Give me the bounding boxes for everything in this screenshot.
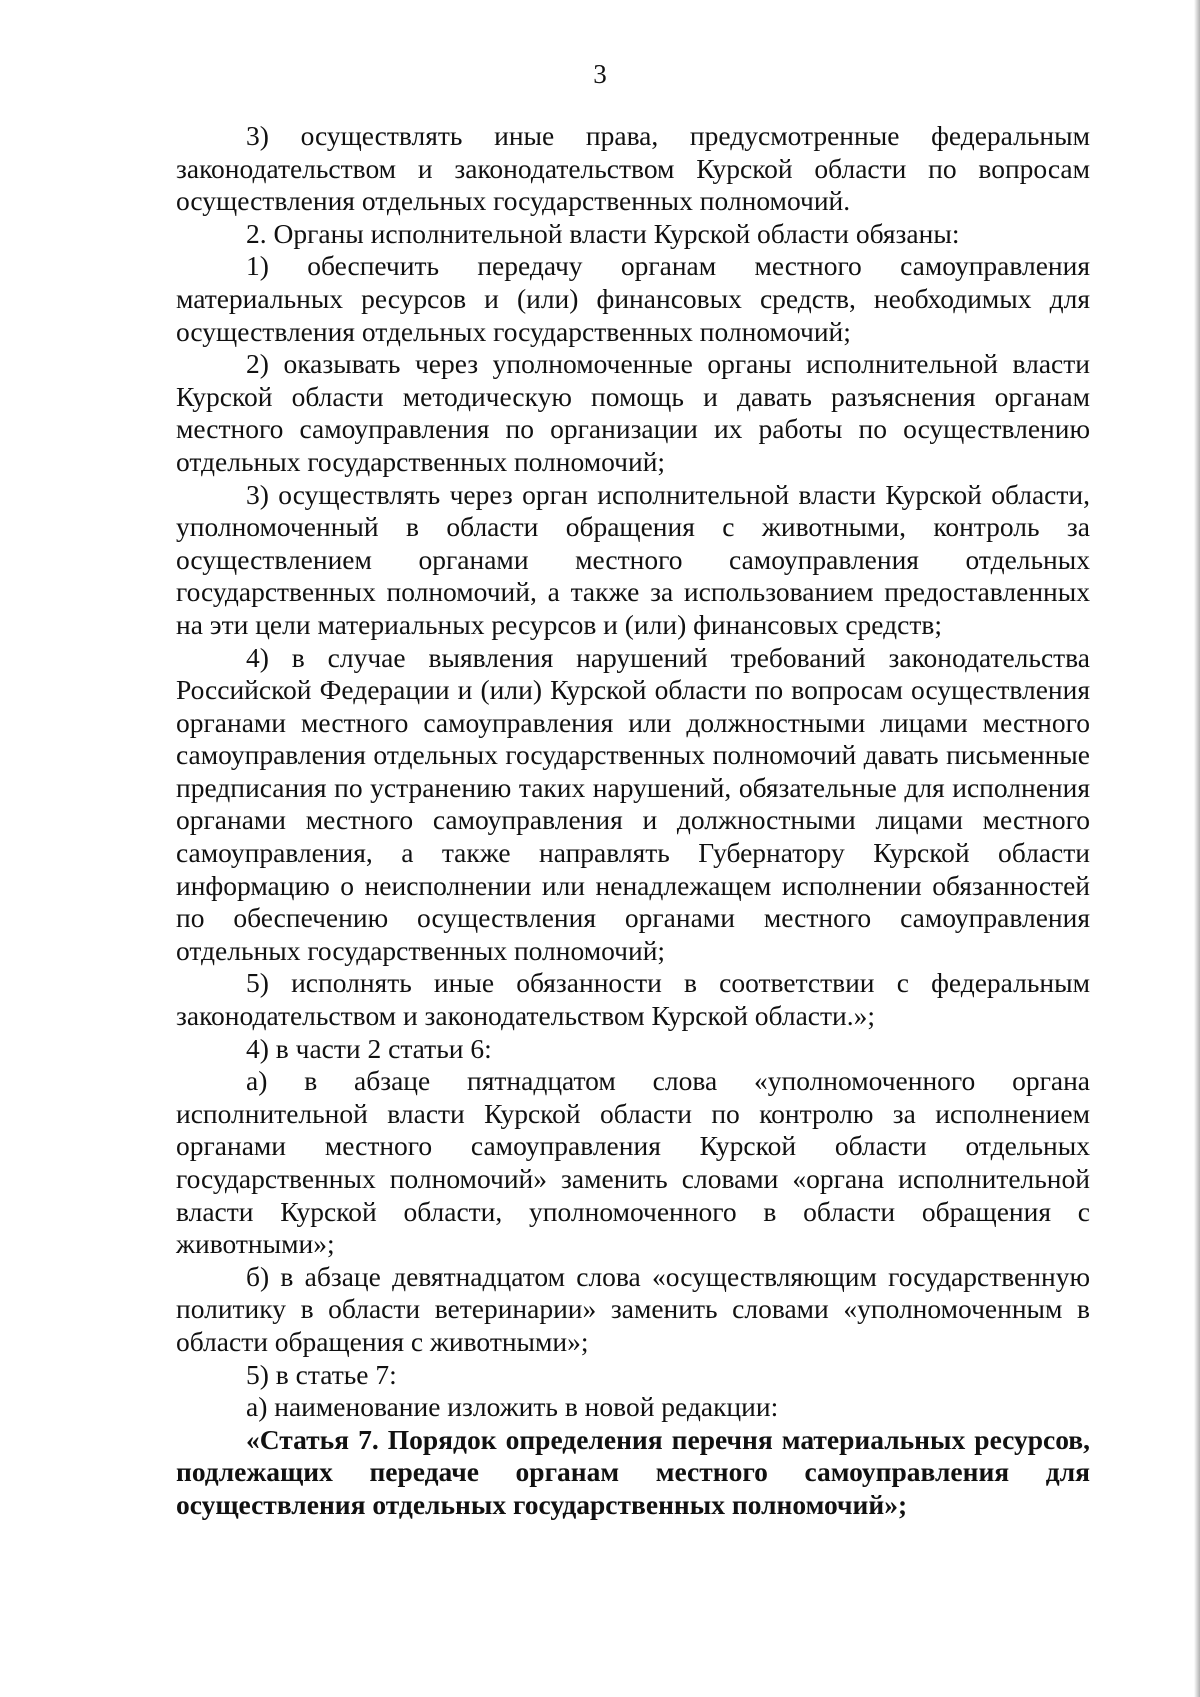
paragraph-amendment-4b: б) в абзаце девятнадцатом слова «осуществляющим государственную политику в области ветеринарии» заменить словами «уполномоченным в области обращения с животными»; (176, 1260, 1090, 1357)
paragraph-amendment-5a: а) наименование изложить в новой редакции: (246, 1391, 779, 1423)
document-body (176, 120, 1090, 1522)
paragraph-rights: 3) осуществлять иные права, предусмотренные федеральным законодательством и законодательством Курской области по вопросам осуществления отдельных государственных полномочий. (176, 120, 1090, 217)
page-number: 3 (593, 59, 607, 89)
paragraph-amendment-4a: а) в абзаце пятнадцатом слова «уполномоченного органа исполнительной власти Курской области по контролю за исполнением органами местного самоуправления Курской области отдельных государственных полномочий» заменить словами «органа исполнительной власти Курской области, уполномоченного в области обращения с животными»; (176, 1065, 1090, 1260)
paragraph-amendment-5: 5) в статье 7: (246, 1358, 397, 1390)
paragraph-amendment-4: 4) в части 2 статьи 6: (246, 1032, 492, 1064)
paragraph-obligation-5: 5) исполнять иные обязанности в соответствии с федеральным законодательством и законодательством Курской области.»; (176, 967, 1090, 1032)
paragraph-obligation-3: 3) осуществлять через орган исполнительной власти Курской области, уполномоченный в области обращения с животными, контроль за осуществлением органами местного самоуправления отдельных государственных полномочий, а также за использованием предоставленных на эти цели материальных ресурсов и (или) финансовых средств; (176, 478, 1090, 640)
scan-edge-shadow (1194, 0, 1200, 1697)
paragraph-obligation-1: 1) обеспечить передачу органам местного самоуправления материальных ресурсов и (или) финансовых средств, необходимых для осуществления отдельных государственных полномочий; (176, 250, 1090, 347)
paragraph-obligation-4: 4) в случае выявления нарушений требований законодательства Российской Федерации и (или) Курской области по вопросам осуществления органами местного самоуправления или должностными лицами местного самоуправления отдельных государственных полномочий давать письменные предписания по устранению таких нарушений, обязательные для исполнения органами местного самоуправления и должностными лицами местного самоуправления, а также направлять Губернатору Курской области информацию о неисполнении или ненадлежащем исполнении обязанностей по обеспечению осуществления органами местного самоуправления отдельных государственных полномочий; (176, 641, 1090, 966)
paragraph-obligations-heading: 2. Органы исполнительной власти Курской области обязаны: (246, 217, 960, 249)
article-7-title: «Статья 7. Порядок определения перечня материальных ресурсов, подлежащих передаче органам местного самоуправления для осуществления отдельных государственных полномочий»; (176, 1423, 1090, 1520)
paragraph-obligation-2: 2) оказывать через уполномоченные органы исполнительной власти Курской области методическую помощь и давать разъяснения органам местного самоуправления по организации их работы по осуществлению отдельных государственных полномочий; (176, 348, 1090, 477)
